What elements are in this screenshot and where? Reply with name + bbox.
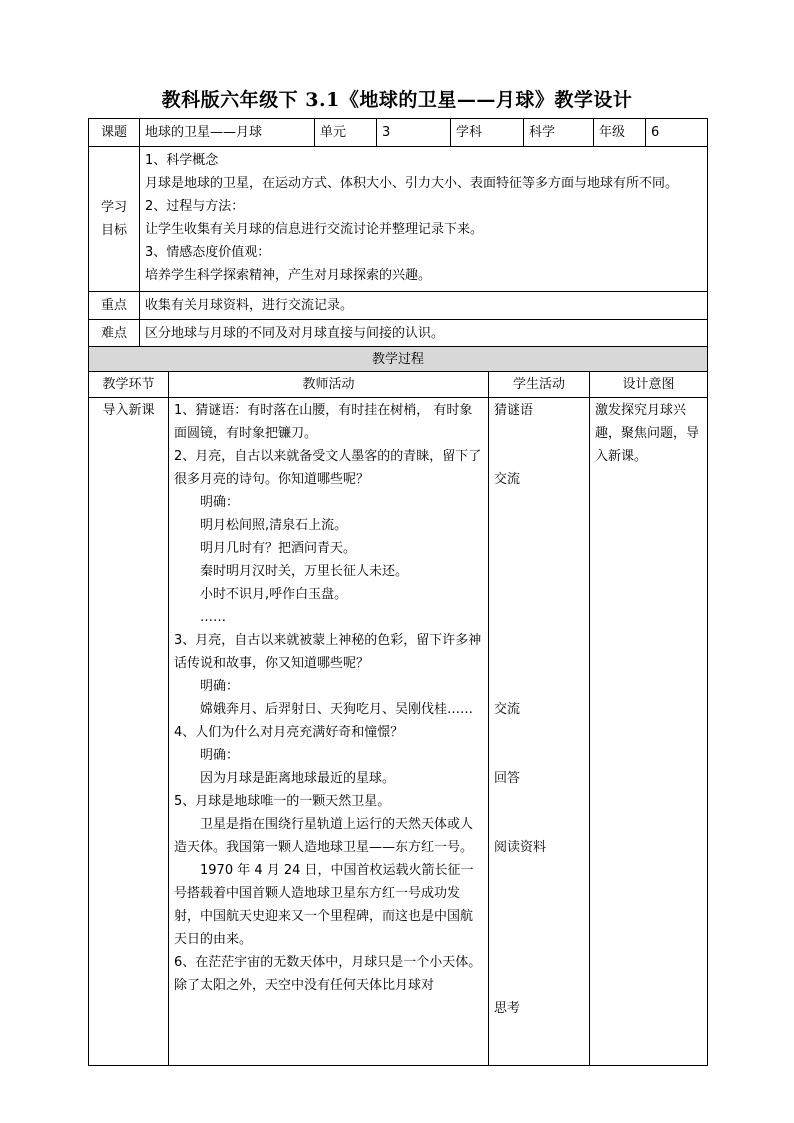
teacher-line: 2、月亮，自古以来就备受文人墨客的的青睐，留下了很多月亮的诗句。你知道哪些呢？ [174, 449, 482, 487]
grade-label: 年级 [594, 119, 646, 147]
teacher-line: 1、猜谜语：有时落在山腰，有时挂在树梢， 有时象面圆镜，有时象把镰刀。 [174, 403, 473, 441]
teacher-line: 明确： [200, 495, 240, 510]
teacher-line: 1970 年 4 月 24 日，中国首枚运载火箭长征一号搭载着中国首颗人造地球卫星东方红一号成功发射，中国航天史迎来又一个里程碑，而这也是中国航天日的由来。 [174, 863, 474, 947]
grade-value: 6 [646, 119, 708, 147]
student-activity: 阅读资料 [494, 840, 547, 855]
subject-value: 科学 [524, 119, 594, 147]
key-point-row [89, 292, 708, 320]
goal-line: 培养学生科学探索精神，产生对月球探索的兴趣。 [145, 268, 432, 283]
teacher-line: 明确： [200, 748, 240, 763]
goals-row [89, 147, 708, 292]
lesson-info-table [88, 118, 708, 348]
student-activity: 思考 [494, 1001, 521, 1016]
topic-value: 地球的卫星——月球 [140, 119, 315, 147]
teacher-line: 因为月球是距离地球最近的星球。 [200, 771, 396, 786]
teacher-line: 卫星是指在围绕行星轨道上运行的天然天体或人造天体。我国第一颗人造地球卫星——东方红一号。 [174, 817, 474, 855]
teacher-line: 明确： [200, 679, 240, 694]
student-activity: 交流 [494, 472, 521, 487]
student-activity: 回答 [494, 771, 521, 786]
goal-line: 月球是地球的卫星，在运动方式、体积大小、引力大小、表面特征等多方面与地球有所不同。 [145, 176, 679, 191]
process-banner: 教学过程 [89, 347, 708, 372]
teacher-line: 明月几时有？把酒问青天。 [200, 541, 357, 556]
unit-label: 单元 [315, 119, 377, 147]
teacher-line: 3、月亮，自古以来就被蒙上神秘的色彩，留下许多神话传说和故事，你又知道哪些呢？ [174, 633, 482, 671]
teacher-line: 明月松间照,清泉石上流。 [200, 518, 348, 533]
goal-line: 让学生收集有关月球的信息进行交流讨论并整理记录下来。 [145, 222, 484, 237]
student-activity-cell [489, 398, 590, 1066]
header-stage: 教学环节 [89, 372, 169, 398]
teacher-line: 6、在茫茫宇宙的无数天体中，月球只是一个小天体。除了太阳之外，天空中没有任何天体比月球对 [174, 955, 482, 993]
difficulty-label: 难点 [89, 320, 140, 348]
teacher-line: 秦时明月汉时关，万里长征人未还。 [200, 564, 409, 579]
subject-label: 学科 [451, 119, 524, 147]
student-activity: 交流 [494, 702, 521, 717]
teacher-line: 4、人们为什么对月亮充满好奇和憧憬？ [174, 725, 404, 740]
difficulty-row [89, 320, 708, 348]
goal-line: 3、情感态度价值观： [145, 245, 271, 260]
teacher-activity-cell [169, 398, 489, 1066]
goals-label-line-1: 学习 [100, 200, 127, 215]
stage-cell: 导入新课 [89, 398, 169, 1066]
key-point-label: 重点 [89, 292, 140, 320]
student-activity: 猜谜语 [494, 403, 534, 418]
key-point-value: 收集有关月球资料，进行交流记录。 [140, 292, 708, 320]
topic-label: 课题 [89, 119, 140, 147]
process-row [89, 398, 708, 1066]
goals-label-line-2: 目标 [100, 223, 127, 238]
process-header-row [89, 372, 708, 398]
process-banner-row [89, 347, 708, 372]
teacher-line: 5、月球是地球唯一的一颗天然卫星。 [174, 794, 391, 809]
unit-value: 3 [377, 119, 451, 147]
header-teacher: 教师活动 [169, 372, 489, 398]
goals-label [89, 147, 140, 292]
difficulty-value: 区分地球与月球的不同及对月球直接与间接的认识。 [140, 320, 708, 348]
teacher-line: 小时不识月,呼作白玉盘。 [200, 587, 348, 602]
goals-content [140, 147, 708, 292]
goal-line: 2、过程与方法： [145, 199, 245, 214]
teacher-line: …… [200, 610, 226, 625]
topic-row [89, 119, 708, 147]
goal-line: 1、科学概念 [145, 153, 219, 168]
header-intent: 设计意图 [590, 372, 708, 398]
teacher-line: 嫦娥奔月、后羿射日、天狗吃月、吴刚伐桂…… [200, 702, 474, 717]
teaching-process-table [88, 346, 708, 1066]
header-student: 学生活动 [489, 372, 590, 398]
design-intent-cell: 激发探究月球兴趣，聚焦问题，导入新课。 [590, 398, 708, 1066]
document-title: 教科版六年级下 3.1《地球的卫星——月球》教学设计 [161, 89, 633, 111]
